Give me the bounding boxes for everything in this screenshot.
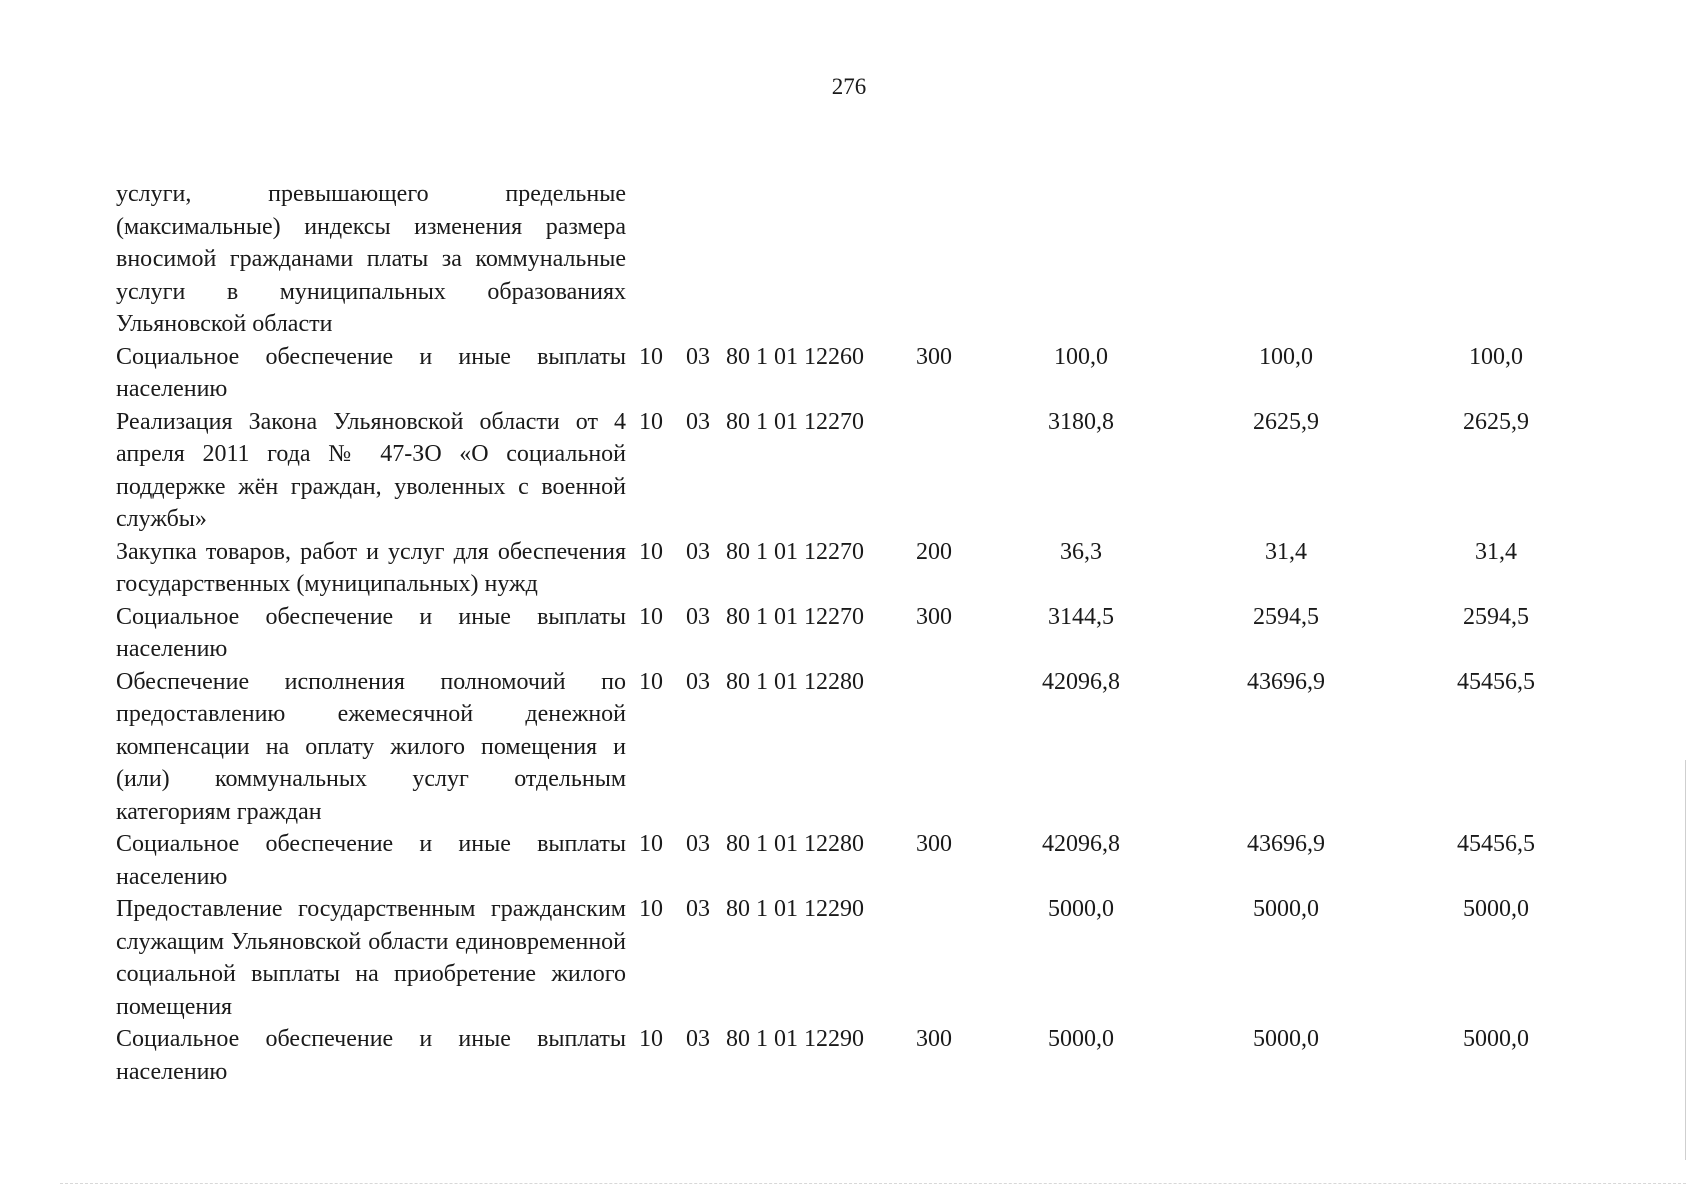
row-year3 [1386, 178, 1606, 341]
table-row [116, 536, 1606, 601]
row-subsection: 03 [686, 896, 710, 922]
table-row [116, 666, 1606, 829]
row-vr [916, 666, 976, 829]
row-year2: 43696,9 [1247, 831, 1325, 857]
row-year3: 45456,5 [1457, 668, 1535, 695]
row-year1 [976, 178, 1186, 341]
row-vr: 300 [916, 831, 952, 857]
row-year2 [1186, 178, 1386, 341]
row-subsection: 03 [686, 343, 710, 370]
row-subsection: 03 [686, 603, 710, 630]
row-subsection: 03 [686, 668, 710, 695]
row-year1: 42096,8 [1042, 831, 1120, 857]
row-section [626, 178, 676, 341]
row-year1: 5000,0 [1048, 1026, 1114, 1052]
table-row [116, 828, 1606, 893]
row-csr: 80 1 01 12280 [726, 668, 864, 695]
scan-edge-right [1685, 760, 1686, 1160]
row-name: Закупка товаров, работ и услуг для обеспечения государственных (муниципальных) нужд [116, 538, 626, 597]
row-year3: 2625,9 [1463, 408, 1529, 435]
row-name: Предоставление государственным гражданским служащим Ульяновской области единовременной социальной выплаты на приобретение жилого помещения [116, 896, 626, 1020]
row-name: Обеспечение исполнения полномочий по предоставлению ежемесячной денежной компенсации на оплату жилого помещения и (или) коммунальных услуг отдельным категориям граждан [116, 668, 626, 825]
row-year3: 2594,5 [1463, 603, 1529, 630]
row-year2: 43696,9 [1247, 668, 1325, 695]
row-csr: 80 1 01 12290 [726, 1026, 864, 1052]
row-vr [916, 406, 976, 536]
row-subsection: 03 [686, 1026, 710, 1052]
row-year1: 5000,0 [1048, 896, 1114, 922]
table-row [116, 178, 1606, 341]
row-vr [916, 893, 976, 1023]
row-section: 10 [639, 896, 663, 922]
row-year3: 5000,0 [1463, 896, 1529, 922]
row-vr [916, 178, 976, 341]
row-vr: 300 [916, 343, 952, 370]
row-year3: 31,4 [1475, 538, 1517, 565]
row-csr: 80 1 01 12270 [726, 538, 864, 565]
row-year2: 100,0 [1259, 343, 1313, 370]
row-year3: 100,0 [1469, 343, 1523, 370]
row-year1: 100,0 [1054, 343, 1108, 370]
page-number: 276 [831, 74, 867, 99]
table-body [116, 178, 1606, 1088]
row-name: Социальное обеспечение и иные выплаты населению [116, 831, 626, 890]
scan-edge-bottom [60, 1183, 1686, 1185]
row-csr: 80 1 01 12290 [726, 896, 864, 922]
row-year3: 45456,5 [1457, 831, 1535, 857]
row-subsection [676, 178, 720, 341]
row-section: 10 [639, 1026, 663, 1052]
row-vr: 300 [916, 1026, 952, 1052]
row-csr: 80 1 01 12270 [726, 603, 864, 630]
row-section: 10 [639, 831, 663, 857]
row-subsection: 03 [686, 538, 710, 565]
row-name: Социальное обеспечение и иные выплаты населению [116, 603, 626, 662]
row-year1: 42096,8 [1042, 668, 1120, 695]
row-year2: 2594,5 [1253, 603, 1319, 630]
row-year2: 31,4 [1265, 538, 1307, 565]
table-row [116, 406, 1606, 536]
table-row [116, 893, 1606, 1023]
row-csr: 80 1 01 12270 [726, 408, 864, 435]
row-csr: 80 1 01 12280 [726, 831, 864, 857]
row-section: 10 [639, 408, 663, 435]
row-year1: 3180,8 [1048, 408, 1114, 435]
row-name: Реализация Закона Ульяновской области от 4 апреля 2011 года № 47-ЗО «О социальной поддержке жён граждан, уволенных с военной службы» [116, 408, 626, 532]
row-section: 10 [639, 668, 663, 695]
row-name: Социальное обеспечение и иные выплаты населению [116, 1026, 626, 1085]
row-csr: 80 1 01 12260 [726, 343, 864, 370]
table-row [116, 601, 1606, 666]
row-section: 10 [639, 603, 663, 630]
row-name: услуги, превышающего предельные (максимальные) индексы изменения размера вносимой гражданами платы за коммунальные услуги в муниципальных образованиях Ульяновской области [116, 181, 626, 337]
row-vr: 300 [916, 603, 952, 630]
table-row [116, 1023, 1606, 1088]
row-subsection: 03 [686, 831, 710, 857]
row-year2: 2625,9 [1253, 408, 1319, 435]
row-subsection: 03 [686, 408, 710, 435]
row-year1: 3144,5 [1048, 603, 1114, 630]
row-year3: 5000,0 [1463, 1026, 1529, 1052]
row-year1: 36,3 [1060, 538, 1102, 565]
row-year2: 5000,0 [1253, 896, 1319, 922]
row-year2: 5000,0 [1253, 1026, 1319, 1052]
table-row [116, 341, 1606, 406]
row-name: Социальное обеспечение и иные выплаты населению [116, 343, 626, 402]
row-vr: 200 [916, 538, 952, 565]
budget-table [116, 178, 1606, 1088]
row-section: 10 [639, 538, 663, 565]
row-csr [720, 178, 916, 341]
row-section: 10 [639, 343, 663, 370]
